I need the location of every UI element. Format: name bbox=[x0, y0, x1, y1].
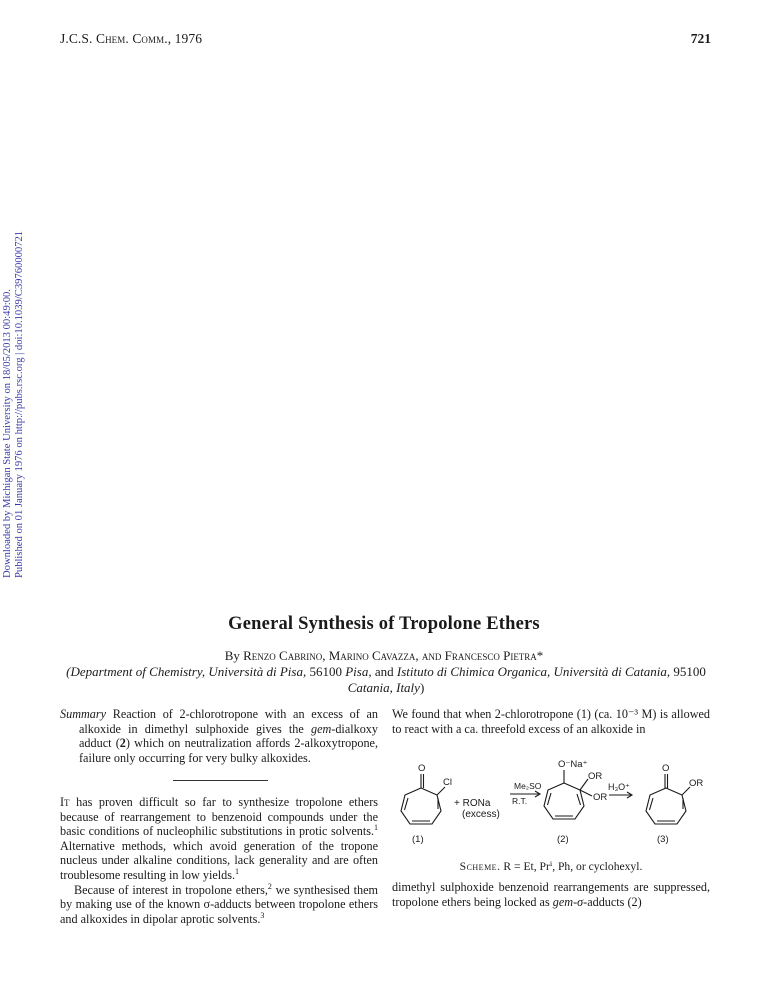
label-or-3: OR bbox=[689, 778, 704, 789]
tropone-ring-2 bbox=[544, 783, 584, 819]
label-or-2a: OR bbox=[588, 771, 603, 782]
article-affiliation: (Department of Chemistry, Università di Pisa, 56100 Pisa, and Istituto di Chimica Organica, Università di Catania, 95100 Catania, Italy) bbox=[66, 664, 706, 695]
label-or-2b: OR bbox=[593, 792, 608, 803]
compound-label-2: (2) bbox=[557, 834, 569, 845]
download-sidebar bbox=[2, 230, 342, 578]
acid-label: H₃O⁺ bbox=[608, 782, 630, 792]
summary-divider bbox=[173, 780, 268, 781]
journal-header: J.C.S. Chem. Comm., 1976 bbox=[60, 31, 203, 46]
temp-label: R.T. bbox=[512, 796, 528, 806]
article-authors: By Renzo Cabrino, Marino Cavazza, and Francesco Pietra* bbox=[224, 648, 544, 663]
compound-label-1: (1) bbox=[412, 834, 424, 845]
tropone-ring-1 bbox=[401, 788, 441, 824]
label-o-1: O bbox=[418, 763, 426, 774]
label-cl-1: Cl bbox=[443, 777, 452, 788]
article-summary: Summary Reaction of 2-chlorotropone with an excess of an alkoxide in dimethyl sulphoxide gives the gem-dialkoxy adduct (2) which on neutralization affords 2-alkoxytropone, failure only occurring for very bulky alkoxides. bbox=[60, 707, 379, 765]
compound-label-3: (3) bbox=[657, 834, 669, 845]
sidebar-downloaded-link[interactable]: Downloaded by Michigan State University on 18/05/2013 00:49:00. bbox=[2, 289, 13, 578]
tropone-ring-3 bbox=[646, 788, 686, 824]
label-o-3: O bbox=[662, 763, 670, 774]
label-ona-2: O⁻Na⁺ bbox=[558, 759, 588, 770]
page-number: 721 bbox=[690, 31, 711, 46]
reaction-scheme bbox=[392, 750, 710, 850]
body-column-right-top: We found that when 2-chlorotropone (1) (ca. 10⁻³ M) is allowed to react with a ca. threefold excess of an alkoxide in bbox=[392, 707, 710, 736]
scheme-caption: Scheme. R = Et, Prⁱ, Ph, or cyclohexyl. bbox=[459, 860, 643, 873]
solvent-label: Me₂SO bbox=[514, 781, 542, 791]
sidebar-published-link[interactable]: Published on 01 January 1976 on http://pubs.rsc.org | doi:10.1039/C39760000721 bbox=[14, 230, 25, 578]
body-column-left: It has proven difficult so far to synthesize tropolone ethers because of rearrangement to benzenoid compounds under the basic conditions of nucleophilic substitutions in protic solvents.$^1$ Alternative methods, which avoid generation of the tropone nucleus under alkaline conditions, lack generality and are often troublesome resulting in low yields.$^1$ Because of interest in tropolone ethers,$^2$ we synthesised them by making use of the known σ-adducts between tropolone ethers and alkoxides in dipolar aprotic solvents.$^3$ bbox=[60, 795, 378, 926]
body-column-right-bottom: dimethyl sulphoxide benzenoid rearrangements are suppressed, tropolone ethers being locked as gem-σ-adducts (2) bbox=[392, 880, 710, 909]
reagent-label: + RONa bbox=[454, 798, 491, 809]
article-title: General Synthesis of Tropolone Ethers bbox=[228, 614, 540, 634]
reagent-sub-label: (excess) bbox=[462, 809, 500, 820]
